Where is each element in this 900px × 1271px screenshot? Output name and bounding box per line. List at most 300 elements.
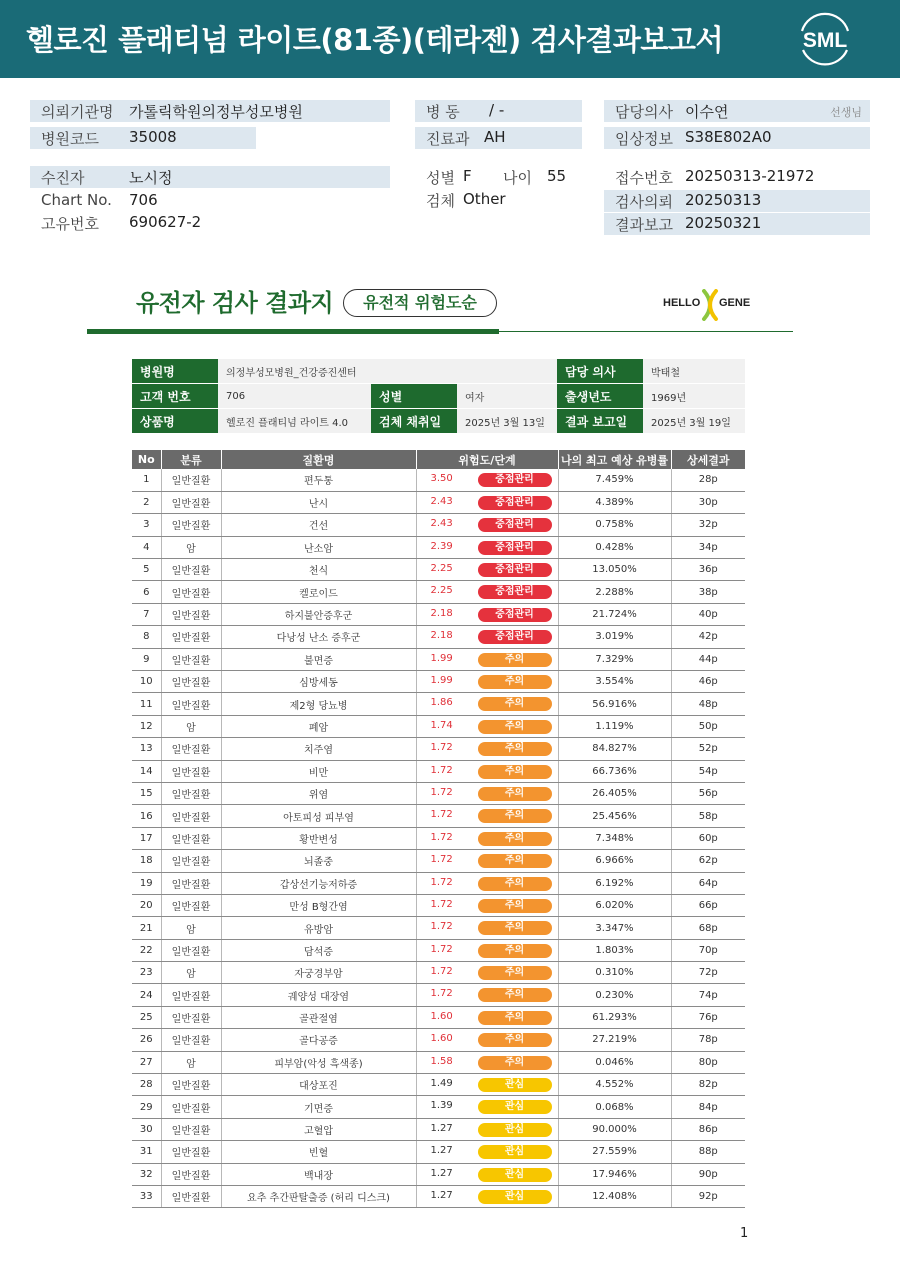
table-row — [132, 939, 745, 961]
customer-meta-table — [132, 359, 745, 434]
risk-score: 1.74 — [430, 719, 453, 731]
risk-score: 3.50 — [430, 473, 453, 484]
table-row — [132, 1074, 745, 1096]
meta-sex-label: 성별 — [371, 384, 457, 409]
row-prevalence: 0.428% — [558, 536, 671, 558]
row-risk — [416, 693, 558, 715]
risk-badge: 관심 — [478, 1145, 552, 1159]
row-no: 30 — [132, 1118, 161, 1140]
risk-badge: 중점관리 — [478, 496, 552, 510]
department-label: 진료과 — [426, 130, 470, 148]
table-row — [132, 491, 745, 513]
department-field — [415, 127, 582, 149]
receipt-field — [604, 166, 870, 188]
row-detail-page: 80p — [671, 1051, 745, 1073]
row-no: 18 — [132, 850, 161, 872]
meta-row-customer — [132, 384, 745, 409]
row-category: 일반질환 — [161, 738, 221, 760]
top-banner — [0, 0, 900, 78]
dna-helix-icon — [700, 289, 720, 321]
specimen-label: 검체 — [426, 192, 455, 210]
risk-score: 1.72 — [430, 898, 453, 910]
row-category: 암 — [161, 715, 221, 737]
row-prevalence: 1.803% — [558, 939, 671, 961]
meta-report-value: 2025년 3월 19일 — [643, 409, 745, 434]
table-row — [132, 1141, 745, 1163]
table-row — [132, 648, 745, 670]
meta-report-label: 결과 보고일 — [557, 409, 643, 434]
row-prevalence: 26.405% — [558, 782, 671, 804]
risk-badge: 주의 — [478, 1033, 552, 1047]
table-row — [132, 626, 745, 648]
table-row — [132, 917, 745, 939]
row-risk — [416, 782, 558, 804]
clinical-field — [604, 127, 870, 149]
row-detail-page: 38p — [671, 581, 745, 603]
row-prevalence: 3.554% — [558, 671, 671, 693]
row-prevalence: 0.310% — [558, 962, 671, 984]
table-row — [132, 984, 745, 1006]
row-prevalence: 3.019% — [558, 626, 671, 648]
row-risk — [416, 760, 558, 782]
row-no: 6 — [132, 581, 161, 603]
row-detail-page: 54p — [671, 760, 745, 782]
doctor-value: 이수연 — [685, 103, 729, 121]
meta-collect-label: 검체 채취일 — [371, 409, 457, 434]
risk-badge: 주의 — [478, 899, 552, 913]
row-risk — [416, 984, 558, 1006]
row-category: 일반질환 — [161, 581, 221, 603]
risk-badge: 주의 — [478, 854, 552, 868]
result-field — [604, 213, 870, 235]
header-prevalence: 나의 최고 예상 유병률 — [558, 450, 671, 469]
risk-score: 1.49 — [430, 1078, 453, 1090]
row-prevalence: 66.736% — [558, 760, 671, 782]
row-disease: 황반변성 — [221, 827, 416, 849]
row-disease: 대상포진 — [221, 1074, 416, 1096]
risk-score: 1.72 — [430, 854, 453, 866]
risk-badge: 주의 — [478, 697, 552, 711]
risk-score: 1.72 — [430, 943, 453, 955]
row-category: 일반질환 — [161, 1186, 221, 1208]
row-disease: 빈혈 — [221, 1141, 416, 1163]
row-disease: 궤양성 대장염 — [221, 984, 416, 1006]
row-prevalence: 6.192% — [558, 872, 671, 894]
table-row — [132, 1096, 745, 1118]
institution-label: 의뢰기관명 — [41, 103, 114, 121]
table-row — [132, 782, 745, 804]
row-no: 7 — [132, 603, 161, 625]
row-category: 암 — [161, 917, 221, 939]
row-disease: 건선 — [221, 514, 416, 536]
clinical-value: S38E802A0 — [685, 128, 772, 146]
results-body — [132, 469, 745, 1208]
risk-badge: 중점관리 — [478, 608, 552, 622]
risk-badge: 중점관리 — [478, 563, 552, 577]
sex-value: F — [463, 167, 472, 185]
result-value: 20250321 — [685, 214, 762, 232]
table-row — [132, 850, 745, 872]
row-no: 15 — [132, 782, 161, 804]
row-prevalence: 2.288% — [558, 581, 671, 603]
risk-badge: 주의 — [478, 787, 552, 801]
row-category: 일반질환 — [161, 939, 221, 961]
row-detail-page: 64p — [671, 872, 745, 894]
sml-logo-text: SML — [802, 29, 848, 52]
row-detail-page: 28p — [671, 469, 745, 491]
row-prevalence: 7.348% — [558, 827, 671, 849]
row-detail-page: 76p — [671, 1006, 745, 1028]
row-risk — [416, 715, 558, 737]
row-risk — [416, 1186, 558, 1208]
risk-badge: 주의 — [478, 809, 552, 823]
row-no: 11 — [132, 693, 161, 715]
risk-badge: 관심 — [478, 1190, 552, 1204]
row-disease: 백내장 — [221, 1163, 416, 1185]
institution-value: 가톨릭학원의정부성모병원 — [129, 103, 303, 121]
age-field — [492, 166, 582, 188]
risk-badge: 주의 — [478, 921, 552, 935]
hello-gene-text-hello: HELLO — [663, 297, 701, 309]
risk-badge: 중점관리 — [478, 585, 552, 599]
row-detail-page: 88p — [671, 1141, 745, 1163]
row-no: 25 — [132, 1006, 161, 1028]
row-disease: 골관절염 — [221, 1006, 416, 1028]
risk-badge: 주의 — [478, 1011, 552, 1025]
ward-value: / - — [489, 101, 505, 119]
row-disease: 피부암(악성 흑색종) — [221, 1051, 416, 1073]
row-no: 28 — [132, 1074, 161, 1096]
hospital-code-field — [30, 127, 256, 149]
row-no: 5 — [132, 559, 161, 581]
risk-badge: 중점관리 — [478, 473, 552, 487]
meta-product-value: 헬로진 플래티넘 라이트 4.0 — [218, 409, 371, 434]
row-detail-page: 72p — [671, 962, 745, 984]
row-prevalence: 7.329% — [558, 648, 671, 670]
patient-field — [30, 166, 390, 188]
row-no: 33 — [132, 1186, 161, 1208]
row-category: 암 — [161, 536, 221, 558]
row-disease: 불면증 — [221, 648, 416, 670]
table-row — [132, 514, 745, 536]
table-row — [132, 1051, 745, 1073]
risk-score: 1.72 — [430, 742, 453, 754]
row-prevalence: 0.046% — [558, 1051, 671, 1073]
row-category: 암 — [161, 1051, 221, 1073]
table-row — [132, 671, 745, 693]
table-row — [132, 469, 745, 491]
row-disease: 갑상선기능저하증 — [221, 872, 416, 894]
risk-score: 1.27 — [430, 1122, 453, 1134]
risk-badge: 주의 — [478, 1056, 552, 1070]
row-risk — [416, 1074, 558, 1096]
meta-doctor-value: 박태철 — [643, 359, 745, 384]
row-risk — [416, 939, 558, 961]
row-category: 일반질환 — [161, 603, 221, 625]
row-risk — [416, 1163, 558, 1185]
row-category: 일반질환 — [161, 1096, 221, 1118]
table-row — [132, 603, 745, 625]
row-disease: 골다공증 — [221, 1029, 416, 1051]
chart-field — [30, 190, 390, 212]
risk-score: 1.72 — [430, 966, 453, 978]
meta-product-label: 상품명 — [132, 409, 218, 434]
specimen-value: Other — [463, 190, 506, 208]
risk-score: 1.39 — [430, 1100, 453, 1112]
row-risk — [416, 536, 558, 558]
row-category: 일반질환 — [161, 1074, 221, 1096]
row-disease: 비만 — [221, 760, 416, 782]
row-no: 10 — [132, 671, 161, 693]
sex-field — [415, 166, 495, 188]
ward-field — [415, 100, 582, 122]
result-label: 결과보고 — [615, 216, 673, 234]
row-risk — [416, 671, 558, 693]
department-value: AH — [484, 128, 506, 146]
row-category: 일반질환 — [161, 760, 221, 782]
row-disease: 위염 — [221, 782, 416, 804]
table-row — [132, 1163, 745, 1185]
row-no: 27 — [132, 1051, 161, 1073]
row-prevalence: 6.020% — [558, 894, 671, 916]
row-disease: 하지불안증후군 — [221, 603, 416, 625]
row-prevalence: 90.000% — [558, 1118, 671, 1140]
row-disease: 심방세동 — [221, 671, 416, 693]
row-risk — [416, 738, 558, 760]
row-disease: 뇌졸중 — [221, 850, 416, 872]
risk-badge: 주의 — [478, 988, 552, 1002]
risk-score: 1.72 — [430, 988, 453, 1000]
unique-field — [30, 212, 390, 234]
header-detail: 상세결과 — [671, 450, 745, 469]
table-row — [132, 805, 745, 827]
row-prevalence: 0.068% — [558, 1096, 671, 1118]
row-no: 32 — [132, 1163, 161, 1185]
hospital-code-label: 병원코드 — [41, 130, 99, 148]
hello-gene-logo — [660, 288, 770, 322]
chart-label: Chart No. — [41, 191, 112, 209]
meta-row-product — [132, 409, 745, 434]
row-no: 14 — [132, 760, 161, 782]
doctor-label: 담당의사 — [615, 103, 673, 121]
row-no: 3 — [132, 514, 161, 536]
meta-customer-value: 706 — [218, 384, 371, 409]
row-category: 일반질환 — [161, 626, 221, 648]
table-row — [132, 1118, 745, 1140]
row-no: 20 — [132, 894, 161, 916]
meta-row-hospital — [132, 359, 745, 384]
row-category: 일반질환 — [161, 1006, 221, 1028]
receipt-label: 접수번호 — [615, 169, 673, 187]
row-no: 31 — [132, 1141, 161, 1163]
row-category: 일반질환 — [161, 491, 221, 513]
risk-score: 1.72 — [430, 786, 453, 798]
row-risk — [416, 1118, 558, 1140]
header-risk: 위험도/단계 — [416, 450, 558, 469]
row-detail-page: 70p — [671, 939, 745, 961]
row-prevalence: 4.389% — [558, 491, 671, 513]
meta-customer-label: 고객 번호 — [132, 384, 218, 409]
receipt-value: 20250313-21972 — [685, 167, 815, 185]
row-disease: 제2형 당뇨병 — [221, 693, 416, 715]
doctor-field — [604, 100, 870, 122]
clinical-label: 임상정보 — [615, 130, 673, 148]
row-prevalence: 0.230% — [558, 984, 671, 1006]
risk-badge: 중점관리 — [478, 630, 552, 644]
chart-value: 706 — [129, 191, 158, 209]
row-prevalence: 3.347% — [558, 917, 671, 939]
table-row — [132, 1029, 745, 1051]
specimen-field — [415, 189, 582, 211]
header-no: No — [132, 450, 161, 469]
request-label: 검사의뢰 — [615, 193, 673, 211]
risk-score: 1.27 — [430, 1167, 453, 1179]
row-risk — [416, 805, 558, 827]
row-detail-page: 50p — [671, 715, 745, 737]
risk-score: 1.72 — [430, 764, 453, 776]
doctor-suffix: 선생님 — [830, 106, 862, 119]
row-detail-page: 48p — [671, 693, 745, 715]
risk-score: 2.43 — [430, 518, 453, 530]
table-row — [132, 536, 745, 558]
institution-field — [30, 100, 390, 122]
hospital-code-value: 35008 — [129, 128, 177, 146]
row-risk — [416, 1096, 558, 1118]
risk-badge: 관심 — [478, 1078, 552, 1092]
row-prevalence: 25.456% — [558, 805, 671, 827]
report-title: 헬로진 플래티넘 라이트(81종)(테라젠) 검사결과보고서 — [26, 23, 723, 57]
row-no: 4 — [132, 536, 161, 558]
risk-score: 1.72 — [430, 809, 453, 821]
row-detail-page: 32p — [671, 514, 745, 536]
row-no: 9 — [132, 648, 161, 670]
row-no: 19 — [132, 872, 161, 894]
row-prevalence: 21.724% — [558, 603, 671, 625]
row-category: 일반질환 — [161, 648, 221, 670]
row-prevalence: 84.827% — [558, 738, 671, 760]
header-category: 분류 — [161, 450, 221, 469]
row-risk — [416, 514, 558, 536]
row-risk — [416, 603, 558, 625]
row-category: 일반질환 — [161, 1118, 221, 1140]
row-detail-page: 60p — [671, 827, 745, 849]
row-risk — [416, 1051, 558, 1073]
risk-badge: 주의 — [478, 653, 552, 667]
risk-score: 1.60 — [430, 1033, 453, 1045]
table-row — [132, 894, 745, 916]
risk-score: 1.72 — [430, 921, 453, 933]
table-row — [132, 715, 745, 737]
risk-score: 1.86 — [430, 697, 453, 709]
row-prevalence: 0.758% — [558, 514, 671, 536]
row-category: 일반질환 — [161, 872, 221, 894]
row-detail-page: 46p — [671, 671, 745, 693]
row-no: 29 — [132, 1096, 161, 1118]
table-row — [132, 872, 745, 894]
meta-sex-value: 여자 — [457, 384, 557, 409]
results-header-row — [132, 450, 745, 469]
age-value: 55 — [547, 167, 567, 185]
risk-badge: 관심 — [478, 1100, 552, 1114]
unique-value: 690627-2 — [129, 213, 202, 231]
row-category: 일반질환 — [161, 693, 221, 715]
row-disease: 폐암 — [221, 715, 416, 737]
row-detail-page: 42p — [671, 626, 745, 648]
risk-badge: 주의 — [478, 675, 552, 689]
row-no: 1 — [132, 469, 161, 491]
row-prevalence: 56.916% — [558, 693, 671, 715]
row-prevalence: 7.459% — [558, 469, 671, 491]
risk-badge: 주의 — [478, 765, 552, 779]
row-risk — [416, 850, 558, 872]
row-detail-page: 30p — [671, 491, 745, 513]
row-detail-page: 66p — [671, 894, 745, 916]
row-risk — [416, 559, 558, 581]
risk-score: 2.25 — [430, 585, 453, 597]
table-row — [132, 581, 745, 603]
results-table — [132, 450, 745, 1208]
row-risk — [416, 581, 558, 603]
risk-badge: 주의 — [478, 944, 552, 958]
row-detail-page: 62p — [671, 850, 745, 872]
table-row — [132, 693, 745, 715]
header-disease: 질환명 — [221, 450, 416, 469]
row-category: 암 — [161, 962, 221, 984]
table-row — [132, 1186, 745, 1208]
risk-order-pill: 유전적 위험도순 — [343, 289, 497, 317]
risk-score: 2.43 — [430, 495, 453, 507]
risk-score: 1.58 — [430, 1055, 453, 1067]
patient-value: 노시정 — [129, 169, 173, 187]
row-no: 21 — [132, 917, 161, 939]
row-prevalence: 6.966% — [558, 850, 671, 872]
row-detail-page: 40p — [671, 603, 745, 625]
unique-label: 고유번호 — [41, 215, 99, 233]
row-no: 17 — [132, 827, 161, 849]
risk-score: 1.99 — [430, 652, 453, 664]
row-prevalence: 4.552% — [558, 1074, 671, 1096]
sml-logo-icon — [796, 12, 854, 66]
risk-score: 1.27 — [430, 1190, 453, 1201]
row-category: 일반질환 — [161, 1141, 221, 1163]
row-detail-page: 68p — [671, 917, 745, 939]
row-disease: 치주염 — [221, 738, 416, 760]
risk-badge: 주의 — [478, 720, 552, 734]
risk-badge: 중점관리 — [478, 518, 552, 532]
row-category: 일반질환 — [161, 782, 221, 804]
row-disease: 다낭성 난소 증후군 — [221, 626, 416, 648]
table-row — [132, 760, 745, 782]
row-disease: 난소암 — [221, 536, 416, 558]
meta-hospital-value: 의정부성모병원_건강증진센터 — [218, 359, 557, 384]
row-detail-page: 36p — [671, 559, 745, 581]
risk-score: 2.18 — [430, 607, 453, 619]
row-detail-page: 92p — [671, 1186, 745, 1208]
table-row — [132, 1006, 745, 1028]
risk-badge: 중점관리 — [478, 541, 552, 555]
row-prevalence: 27.219% — [558, 1029, 671, 1051]
row-risk — [416, 491, 558, 513]
row-no: 16 — [132, 805, 161, 827]
row-risk — [416, 827, 558, 849]
row-no: 2 — [132, 491, 161, 513]
row-disease: 담석증 — [221, 939, 416, 961]
patient-label: 수진자 — [41, 169, 85, 187]
row-detail-page: 58p — [671, 805, 745, 827]
row-detail-page: 56p — [671, 782, 745, 804]
sex-label: 성별 — [426, 169, 455, 187]
row-category: 일반질환 — [161, 469, 221, 491]
